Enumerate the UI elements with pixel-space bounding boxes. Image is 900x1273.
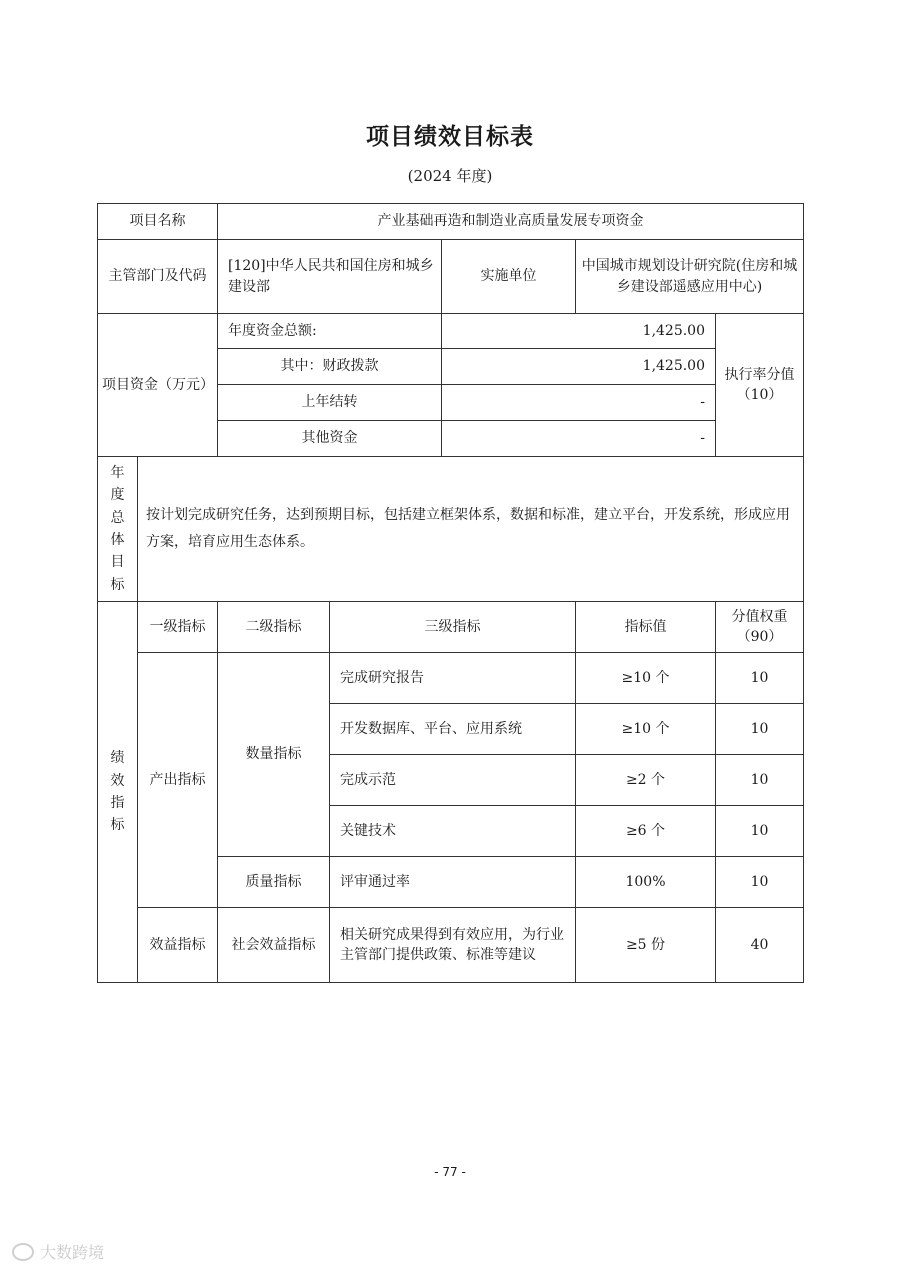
indicator-row-name: 完成研究报告 [330, 653, 576, 704]
page-title: 项目绩效目标表 [366, 124, 534, 150]
output-level1: 产出指标 [138, 653, 218, 908]
overall-goal-text: 按计划完成研究任务，达到预期目标，包括建立框架体系，数据和标准，建立平台，开发系统，形成应用方案，培育应用生态体系。 [138, 457, 804, 602]
funds-fiscal-label: 其中：财政拨款 [218, 349, 442, 385]
header-level2: 二级指标 [218, 602, 330, 653]
impl-label: 实施单位 [442, 240, 576, 314]
impl-value: 中国城市规划设计研究院(住房和城乡建设部遥感应用中心) [576, 240, 804, 314]
indicator-row-weight: 40 [716, 908, 804, 983]
quantity-level2: 数量指标 [218, 653, 330, 857]
year-subtitle: (2024 年度) [407, 167, 493, 185]
funds-label: 项目资金（万元） [98, 314, 218, 457]
indicator-row-name: 开发数据库、平台、应用系统 [330, 704, 576, 755]
quality-level2: 质量指标 [218, 857, 330, 908]
exec-rate-label: 执行率分值（10） [716, 314, 804, 457]
funds-fiscal-value: 1,425.00 [442, 349, 716, 385]
indicator-row-value: ≥2 个 [576, 755, 716, 806]
project-name-value: 产业基础再造和制造业高质量发展专项资金 [218, 204, 804, 240]
indicator-row-weight: 10 [716, 755, 804, 806]
project-name-label: 项目名称 [98, 204, 218, 240]
indicators-section-label: 绩 效 指 标 [98, 602, 138, 983]
indicator-row-name: 相关研究成果得到有效应用，为行业主管部门提供政策、标准等建议 [330, 908, 576, 983]
dept-value: [120]中华人民共和国住房和城乡建设部 [218, 240, 442, 314]
indicator-row-weight: 10 [716, 704, 804, 755]
watermark [12, 1240, 104, 1263]
indicator-row-weight: 10 [716, 857, 804, 908]
performance-table [97, 203, 804, 983]
indicator-row-value: ≥5 份 [576, 908, 716, 983]
indicator-row-name: 评审通过率 [330, 857, 576, 908]
dept-label: 主管部门及代码 [98, 240, 218, 314]
indicator-row-value: ≥6 个 [576, 806, 716, 857]
header-level1: 一级指标 [138, 602, 218, 653]
indicator-row-value: ≥10 个 [576, 653, 716, 704]
funds-total-value: 1,425.00 [442, 314, 716, 349]
funds-total-label: 年度资金总额: [218, 314, 442, 349]
funds-other-value: - [442, 421, 716, 457]
indicator-row-weight: 10 [716, 653, 804, 704]
header-value: 指标值 [576, 602, 716, 653]
header-weight: 分值权重（90） [716, 602, 804, 653]
indicator-row-value: ≥10 个 [576, 704, 716, 755]
indicator-row-value: 100% [576, 857, 716, 908]
funds-carryover-label: 上年结转 [218, 385, 442, 421]
watermark-text: 大数跨境 [40, 1243, 105, 1262]
indicator-row-name: 关键技术 [330, 806, 576, 857]
watermark-logo-icon [12, 1243, 34, 1261]
funds-carryover-value: - [442, 385, 716, 421]
page-number: - 77 - [434, 1165, 466, 1179]
header-level3: 三级指标 [330, 602, 576, 653]
indicator-row-name: 完成示范 [330, 755, 576, 806]
funds-other-label: 其他资金 [218, 421, 442, 457]
indicator-row-weight: 10 [716, 806, 804, 857]
social-level2: 社会效益指标 [218, 908, 330, 983]
benefit-level1: 效益指标 [138, 908, 218, 983]
overall-goal-label: 年 度 总 体 目 标 [98, 457, 138, 602]
